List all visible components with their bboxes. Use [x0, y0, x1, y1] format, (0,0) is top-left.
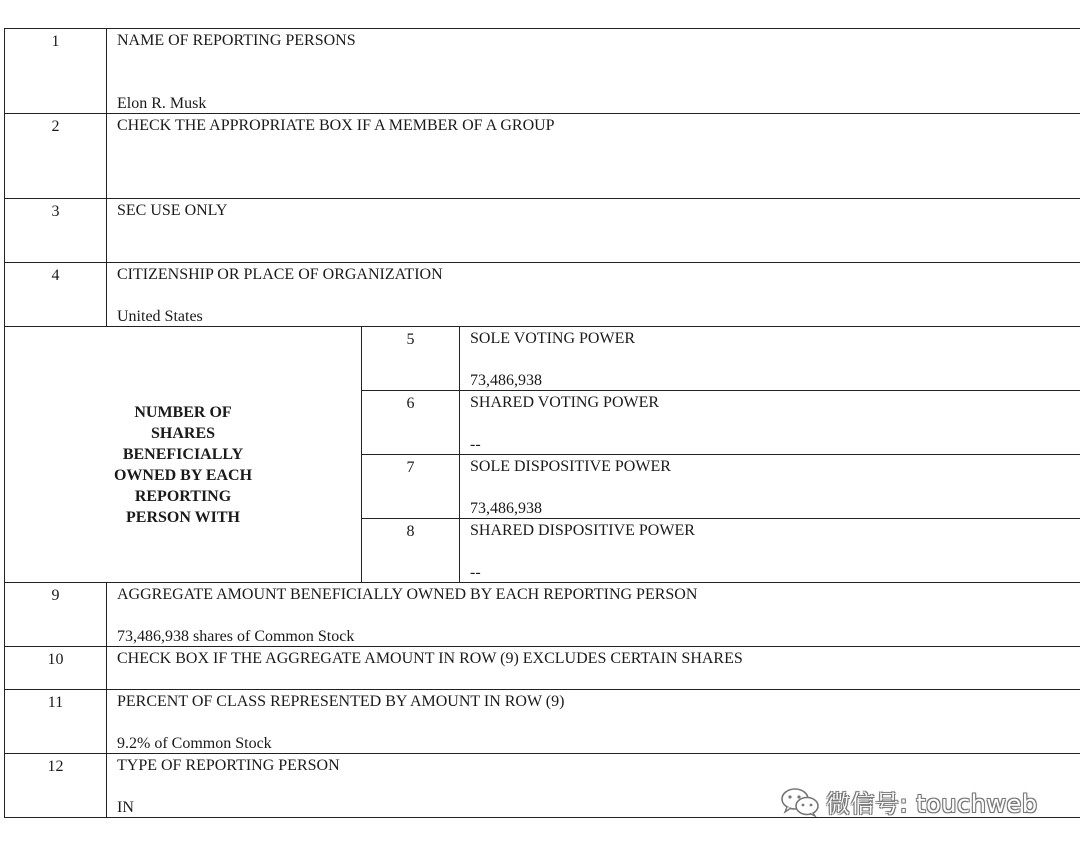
shared-dispositive-value: -- — [470, 564, 481, 581]
sole-voting-value: 73,486,938 — [470, 372, 542, 389]
row-number: 12 — [5, 754, 107, 818]
row-content — [107, 690, 1080, 754]
schedule-13g-cover-table — [4, 28, 1080, 818]
row-number: 5 — [362, 327, 460, 391]
row-label: CHECK THE APPROPRIATE BOX IF A MEMBER OF A GROUP — [117, 117, 555, 134]
row-content — [460, 455, 1080, 519]
row-2 — [5, 114, 1080, 199]
shared-voting-value: -- — [470, 436, 481, 453]
row-content — [107, 647, 1080, 690]
row-content — [107, 114, 1080, 199]
wechat-icon — [780, 787, 820, 817]
row-content — [107, 29, 1080, 114]
row-label: CITIZENSHIP OR PLACE OF ORGANIZATION — [117, 266, 443, 283]
row-label: NAME OF REPORTING PERSONS — [117, 32, 356, 49]
row-number: 8 — [362, 519, 460, 583]
row-number: 11 — [5, 690, 107, 754]
row-number: 10 — [5, 647, 107, 690]
percent-of-class-value: 9.2% of Common Stock — [117, 735, 272, 752]
wechat-watermark — [780, 784, 1038, 819]
row-10 — [5, 647, 1080, 690]
row-label: SOLE DISPOSITIVE POWER — [470, 458, 671, 475]
row-content — [107, 263, 1080, 327]
row-label: TYPE OF REPORTING PERSON — [117, 757, 340, 774]
reporting-person-type-value: IN — [117, 799, 134, 816]
row-number: 1 — [5, 29, 107, 114]
row-label: PERCENT OF CLASS REPRESENTED BY AMOUNT IN ROW (9) — [117, 693, 565, 710]
watermark-text: 微信号: touchweb — [826, 790, 1038, 818]
row-3 — [5, 199, 1080, 263]
row-11 — [5, 690, 1080, 754]
aggregate-amount-value: 73,486,938 shares of Common Stock — [117, 628, 355, 645]
row-number: 3 — [5, 199, 107, 263]
row-number: 7 — [362, 455, 460, 519]
row-number: 4 — [5, 263, 107, 327]
row-content — [460, 391, 1080, 455]
row-content — [107, 583, 1080, 647]
shares-heading: NUMBER OF SHARES BENEFICIALLY OWNED BY EACH REPORTING PERSON WITH — [113, 403, 253, 526]
row-content — [107, 199, 1080, 263]
row-label: SOLE VOTING POWER — [470, 330, 636, 347]
row-label: SHARED VOTING POWER — [470, 394, 660, 411]
row-number: 9 — [5, 583, 107, 647]
reporting-person-name: Elon R. Musk — [117, 95, 207, 112]
row-9 — [5, 583, 1080, 647]
row-label: CHECK BOX IF THE AGGREGATE AMOUNT IN ROW (9) EXCLUDES CERTAIN SHARES — [117, 650, 743, 667]
row-content — [460, 327, 1080, 391]
row-label: SEC USE ONLY — [117, 202, 228, 219]
row-5 — [5, 327, 1080, 391]
shares-heading-cell — [5, 327, 362, 583]
row-number: 6 — [362, 391, 460, 455]
row-label: SHARED DISPOSITIVE POWER — [470, 522, 695, 539]
citizenship-value: United States — [117, 308, 203, 325]
row-label: AGGREGATE AMOUNT BENEFICIALLY OWNED BY EACH REPORTING PERSON — [117, 586, 698, 603]
sole-dispositive-value: 73,486,938 — [470, 500, 542, 517]
row-1 — [5, 29, 1080, 114]
row-4 — [5, 263, 1080, 327]
row-number: 2 — [5, 114, 107, 199]
row-content — [460, 519, 1080, 583]
